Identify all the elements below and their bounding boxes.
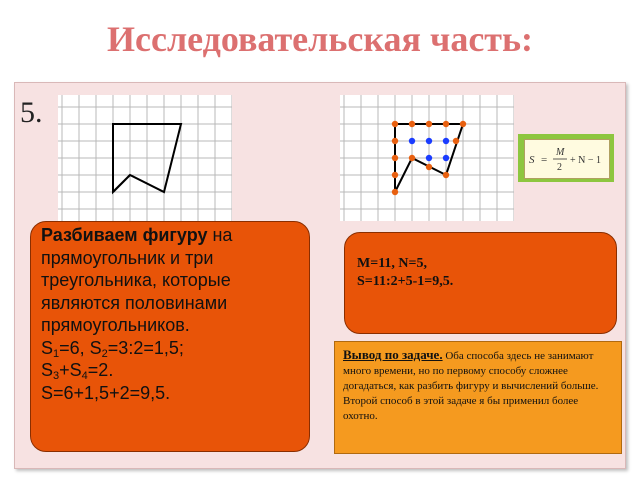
interior-lattice-point xyxy=(426,138,432,144)
conclusion-box xyxy=(334,341,622,454)
pick-formula xyxy=(518,134,614,182)
boundary-lattice-point xyxy=(392,138,398,144)
area-line-2-sub2: 4 xyxy=(81,370,88,382)
method-one-rest: на прямоугольник и три треугольника, которые являются половинами прямоугольников. xyxy=(41,225,233,335)
interior-lattice-point xyxy=(426,155,432,161)
method-one-text xyxy=(41,224,301,337)
area-line-1-sub2: 2 xyxy=(101,347,108,360)
boundary-lattice-point xyxy=(426,121,432,127)
area-line-2-prefix: S xyxy=(41,360,54,380)
boundary-lattice-point xyxy=(409,155,415,161)
boundary-lattice-point xyxy=(392,155,398,161)
boundary-lattice-point xyxy=(426,164,432,170)
slide-title: Исследовательская часть: xyxy=(106,19,534,59)
boundary-lattice-point xyxy=(392,172,398,178)
grid-figure-left xyxy=(58,95,232,221)
area-line-1-mid: =6, S xyxy=(59,337,102,358)
conclusion-heading: Вывод по задаче. xyxy=(343,347,443,362)
formula-lhs: S xyxy=(529,154,535,166)
result-line-2: S=11:2+5-1=9,5. xyxy=(357,274,454,289)
formula-rest: + N − 1 xyxy=(570,155,602,166)
pick-formula-svg xyxy=(525,140,609,178)
grid-figure-right xyxy=(340,95,514,221)
area-line-1-prefix: S xyxy=(41,337,54,358)
boundary-lattice-point xyxy=(409,121,415,127)
area-total: S=6+1,5+2=9,5. xyxy=(41,382,171,403)
polygon-tail-left xyxy=(113,175,130,192)
formula-numerator: M xyxy=(556,147,565,158)
pick-formula-inner xyxy=(524,139,610,179)
task-number: 5. xyxy=(20,96,43,129)
interior-lattice-point xyxy=(443,138,449,144)
formula-denominator: 2 xyxy=(557,162,562,173)
method-one-bold: Разбиваем фигуру xyxy=(41,225,208,245)
area-line-2-sub1: 3 xyxy=(53,370,60,382)
area-line-1 xyxy=(41,337,301,360)
interior-lattice-point xyxy=(443,155,449,161)
conclusion-text: Оба способа здесь не занимают много времени, но по первому способу сложнее догадаться, как разбить фигуру и вычислений больше. Второй способ в этой задаче я бы применил более охотно. xyxy=(343,350,599,422)
interior-lattice-point xyxy=(409,138,415,144)
method-two-result xyxy=(344,232,617,334)
boundary-lattice-point xyxy=(443,121,449,127)
area-line-2 xyxy=(41,359,301,382)
boundary-lattice-point xyxy=(460,121,466,127)
boundary-lattice-point xyxy=(453,138,459,144)
method-one-callout xyxy=(30,221,310,452)
area-line-2-mid: +S xyxy=(59,360,82,380)
boundary-lattice-point xyxy=(392,189,398,195)
boundary-lattice-point xyxy=(443,172,449,178)
area-line-1-tail: =3:2=1,5; xyxy=(107,337,184,358)
area-line-1-sub1: 1 xyxy=(53,347,60,360)
area-line-2-tail: =2. xyxy=(87,360,114,380)
boundary-lattice-point xyxy=(392,121,398,127)
result-line-1: M=11, N=5, xyxy=(357,256,428,271)
formula-eq: = xyxy=(541,154,548,166)
